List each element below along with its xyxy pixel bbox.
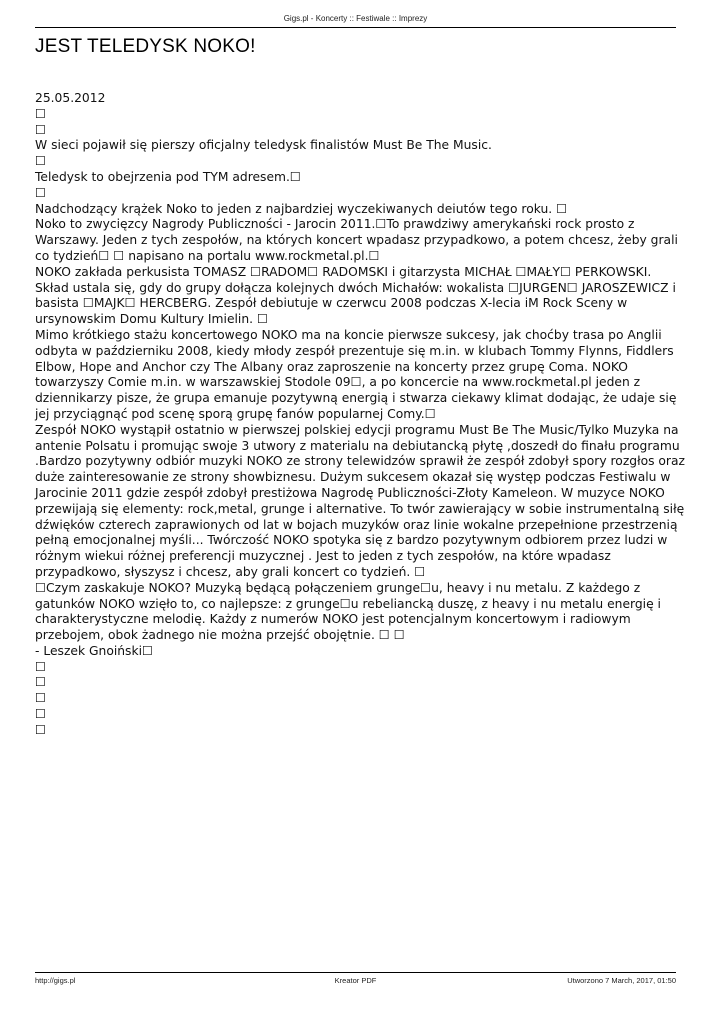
placeholder-glyph: ☐ <box>35 707 47 722</box>
header-divider <box>35 27 676 28</box>
article-title: JEST TELEDYSK NOKO! <box>35 36 256 57</box>
paragraph-video-link: Teledysk to obejrzenia pod TYM adresem.☐ <box>35 169 301 184</box>
article-date: 25.05.2012 <box>35 91 106 105</box>
footer-divider <box>35 972 676 973</box>
paragraph-music-style: ☐Czym zaskakuje NOKO? Muzyką będącą połączeniem grunge☐u, heavy i nu metalu. Z każdego z gatunków NOKO wzięło to, co najlepsze: z grunge☐u rebeliancką duszę, z heavy i nu metalu energię i charakterystyczne melodię. Każdy z numerów NOKO jest potencjalnym koncertowym i radiowym przebojem, obok żadnego nie można przejść obojętnie. ☐ ☐ <box>35 580 661 643</box>
placeholder-glyph: ☐ <box>35 154 47 169</box>
placeholder-glyph: ☐ <box>35 185 47 200</box>
article-body <box>35 91 687 739</box>
footer-created-date: Utworzono 7 March, 2017, 01:50 <box>567 976 676 985</box>
placeholder-glyph: ☐ <box>35 691 47 706</box>
page-footer <box>35 976 676 988</box>
paragraph-album: Nadchodzący krążek Noko to jeden z najbardziej wyczekiwanych deiutów tego roku. ☐ <box>35 201 568 216</box>
paragraph-lineup: NOKO zakłada perkusista TOMASZ ☐RADOM☐ RADOMSKI i gitarzysta MICHAŁ ☐MAŁY☐ PERKOWSKI. Skład ustala się, gdy do grupy dołącza kolejnych dwóch Michałów: wokalista ☐JURGEN☐ JAROSZEWICZ i basista ☐MAJK☐ HERCBERG. Zespół debiutuje w czerwcu 2008 podczas X-lecia iM Rock Sceny w ursynowskim Domu Kultury Imielin. ☐ <box>35 264 676 327</box>
paragraph-intro: W sieci pojawił się pierszy oficjalny teledysk finalistów Must Be The Music. <box>35 138 492 153</box>
footer-generator: Kreator PDF <box>334 976 377 985</box>
paragraph-tour: Mimo krótkiego stażu koncertowego NOKO ma na koncie pierwsze sukcesy, jak choćby trasa po Anglii odbyta w październiku 2008, kiedy młody zespół prezentuje się m.in. w klubach Tommy Flynns, Fiddlers Elbow, Hope and Anchor czy The Albany oraz zaproszenie na koncerty przez grupę Coma. NOKO towarzyszy Comie m.in. w warszawskiej Stodole 09☐, a po koncercie na www.rockmetal.pl jeden z dziennikarzy pisze, że grupa emanuje pozytywną energią i stwarza ciekawy klimat dodając, że udaje się jej przyciągnąć pod scenę sporą grupę fanów popularnej Comy.☐ <box>35 327 677 421</box>
placeholder-glyph: ☐ <box>35 122 47 137</box>
placeholder-glyph: ☐ <box>35 675 47 690</box>
paragraph-tv-show: Zespół NOKO wystąpił ostatnio w pierwszej polskiej edycji programu Must Be The Music/Tylko Muzyka na antenie Polsatu i promując swoje 3 utwory z materialu na debiutancką płytę ,doszedł do finału programu .Bardzo pozytywny odbiór muzyki NOKO ze strony telewidzów sprawił że zespół zdobył spory rozgłos oraz duże zainteresowanie ze strony showbiznesu. Dużym sukcesem okazał się występ podczas Festiwalu w Jarocinie 2011 gdzie zespół zdobył prestiżowa Nagrodę Publiczności-Złoty Kameleon. W muzyce NOKO przewijają się elementy: rock,metal, grunge i alternative. To twór zawierający w sobie instrumentalną siłę dźwięków czterech zaprawionych od lat w bojach muzyków oraz linie wokalne przepełnione przestrzenią pełną emocjonalnej myśli... Twórczość NOKO spotyka się z bardzo pozytywnym odbiorem przez ludzi w różnym wiekui różnej preferencji muzycznej . Jest to jeden z tych zespołów, na które wpadasz przypadkowo, słyszysz i chcesz, aby grali koncert co tydzień. ☐ <box>35 422 685 579</box>
page-header: Gigs.pl - Koncerty :: Festiwale :: Imprezy <box>283 14 428 23</box>
placeholder-glyph: ☐ <box>35 722 47 737</box>
paragraph-jarocin: Noko to zwycięzcy Nagrody Publiczności - Jarocin 2011.☐To prawdziwy amerykański rock prosto z Warszawy. Jeden z tych zespołów, na których koncert wpadasz przypadkowo, a potem chcesz, żeby grali co tydzień☐ ☐ napisano na portalu www.rockmetal.pl.☐ <box>35 217 678 263</box>
footer-site-url: http://gigs.pl <box>35 976 76 985</box>
author-signature: - Leszek Gnoiński☐ <box>35 643 154 658</box>
placeholder-glyph: ☐ <box>35 106 47 121</box>
placeholder-glyph: ☐ <box>35 659 47 674</box>
